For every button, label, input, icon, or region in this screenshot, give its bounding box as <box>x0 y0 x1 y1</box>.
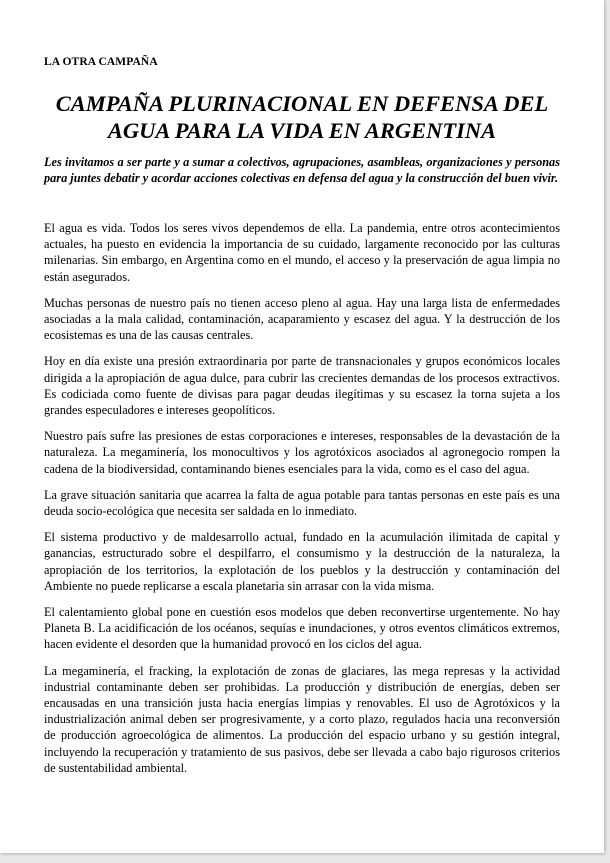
document-header: LA OTRA CAMPAÑA <box>44 56 158 68</box>
body-paragraph-7: El calentamiento global pone en cuestión esos modelos que deben reconvertirse urgentemente. No hay Planeta B. La acidificación de los océanos, sequías e inundaciones, y otros eventos climáticos extremos, hacen evidente el desorden que la humanidad provocó en los ciclos del agua. <box>44 605 560 652</box>
body-paragraph-3: Hoy en día existe una presión extraordinaria por parte de transnacionales y grupos económicos locales dirigida a la apropiación de agua dulce, para cubrir las crecientes demandas de los procesos extractivos. Es codiciada como fuente de divisas para pagar deudas ilegítimas y su escasez la torna sujeta a los grandes especuladores e intereses geopolíticos. <box>44 354 560 418</box>
body-paragraph-4: Nuestro país sufre las presiones de estas corporaciones e intereses, responsables de la devastación de la naturaleza. La megaminería, los monocultivos y los agrotóxicos asociados al agronegocio rompen la cadena de la biodiversidad, contaminando bienes esenciales para la vida, como es el caso del agua. <box>44 429 560 476</box>
body-paragraph-6: El sistema productivo y de maldesarrollo actual, fundado en la acumulación ilimitada de capital y ganancias, estructurado sobre el despilfarro, el consumismo y la destrucción de la naturaleza, la apropiación de los territorios, la explotación de los pueblos y la destrucción y contaminación del Ambiente no puede replicarse a escala planetaria sin arrasar con la vida misma. <box>44 530 560 593</box>
body-paragraph-1: El agua es vida. Todos los seres vivos dependemos de ella. La pandemia, entre otros acontecimientos actuales, ha puesto en evidencia la importancia de su cuidado, largamente reconocido por las culturas milenarias. Sin embargo, en Argentina como en el mundo, el acceso y la preservación de agua limpia no están asegurados. <box>44 221 560 284</box>
body-paragraph-5: La grave situación sanitaria que acarrea la falta de agua potable para tantas personas en este país es una deuda socio-ecológica que necesita ser saldada en lo inmediato. <box>44 487 560 519</box>
body-paragraph-2: Muchas personas de nuestro país no tienen acceso pleno al agua. Hay una larga lista de enfermedades asociadas a la mala calidad, contaminación, acaparamiento y escasez del agua. Y la destrucción de los ecosistemas es una de las causas centrales. <box>44 295 560 343</box>
body-paragraph-8: La megaminería, el fracking, la explotación de zonas de glaciares, las mega represas y la actividad industrial contaminante deben ser prohibidas. La producción y distribución de energías, deben ser encausadas en una transición justa hacia energías limpias y renovables. El uso de Agrotóxicos y la industrialización animal deben ser progresivamente, y a corto plazo, regulados hacia una reconversión de producción agroecológica de alimentos. La producción del espacio urbano y su gestión integral, incluyendo la recuperación y tratamiento de sus pasivos, debe ser llevada a cabo bajo rigurosos criterios de sustentabilidad ambiental. <box>44 663 560 775</box>
lead-paragraph: Les invitamos a ser parte y a sumar a colectivos, agrupaciones, asambleas, organizaciones y personas para juntes debatir y acordar acciones colectivas en defensa del agua y la construcción del buen vivir. <box>44 155 560 185</box>
document-title: CAMPAÑA PLURINACIONAL EN DEFENSA DEL AGUA PARA LA VIDA EN ARGENTINA <box>55 91 549 143</box>
